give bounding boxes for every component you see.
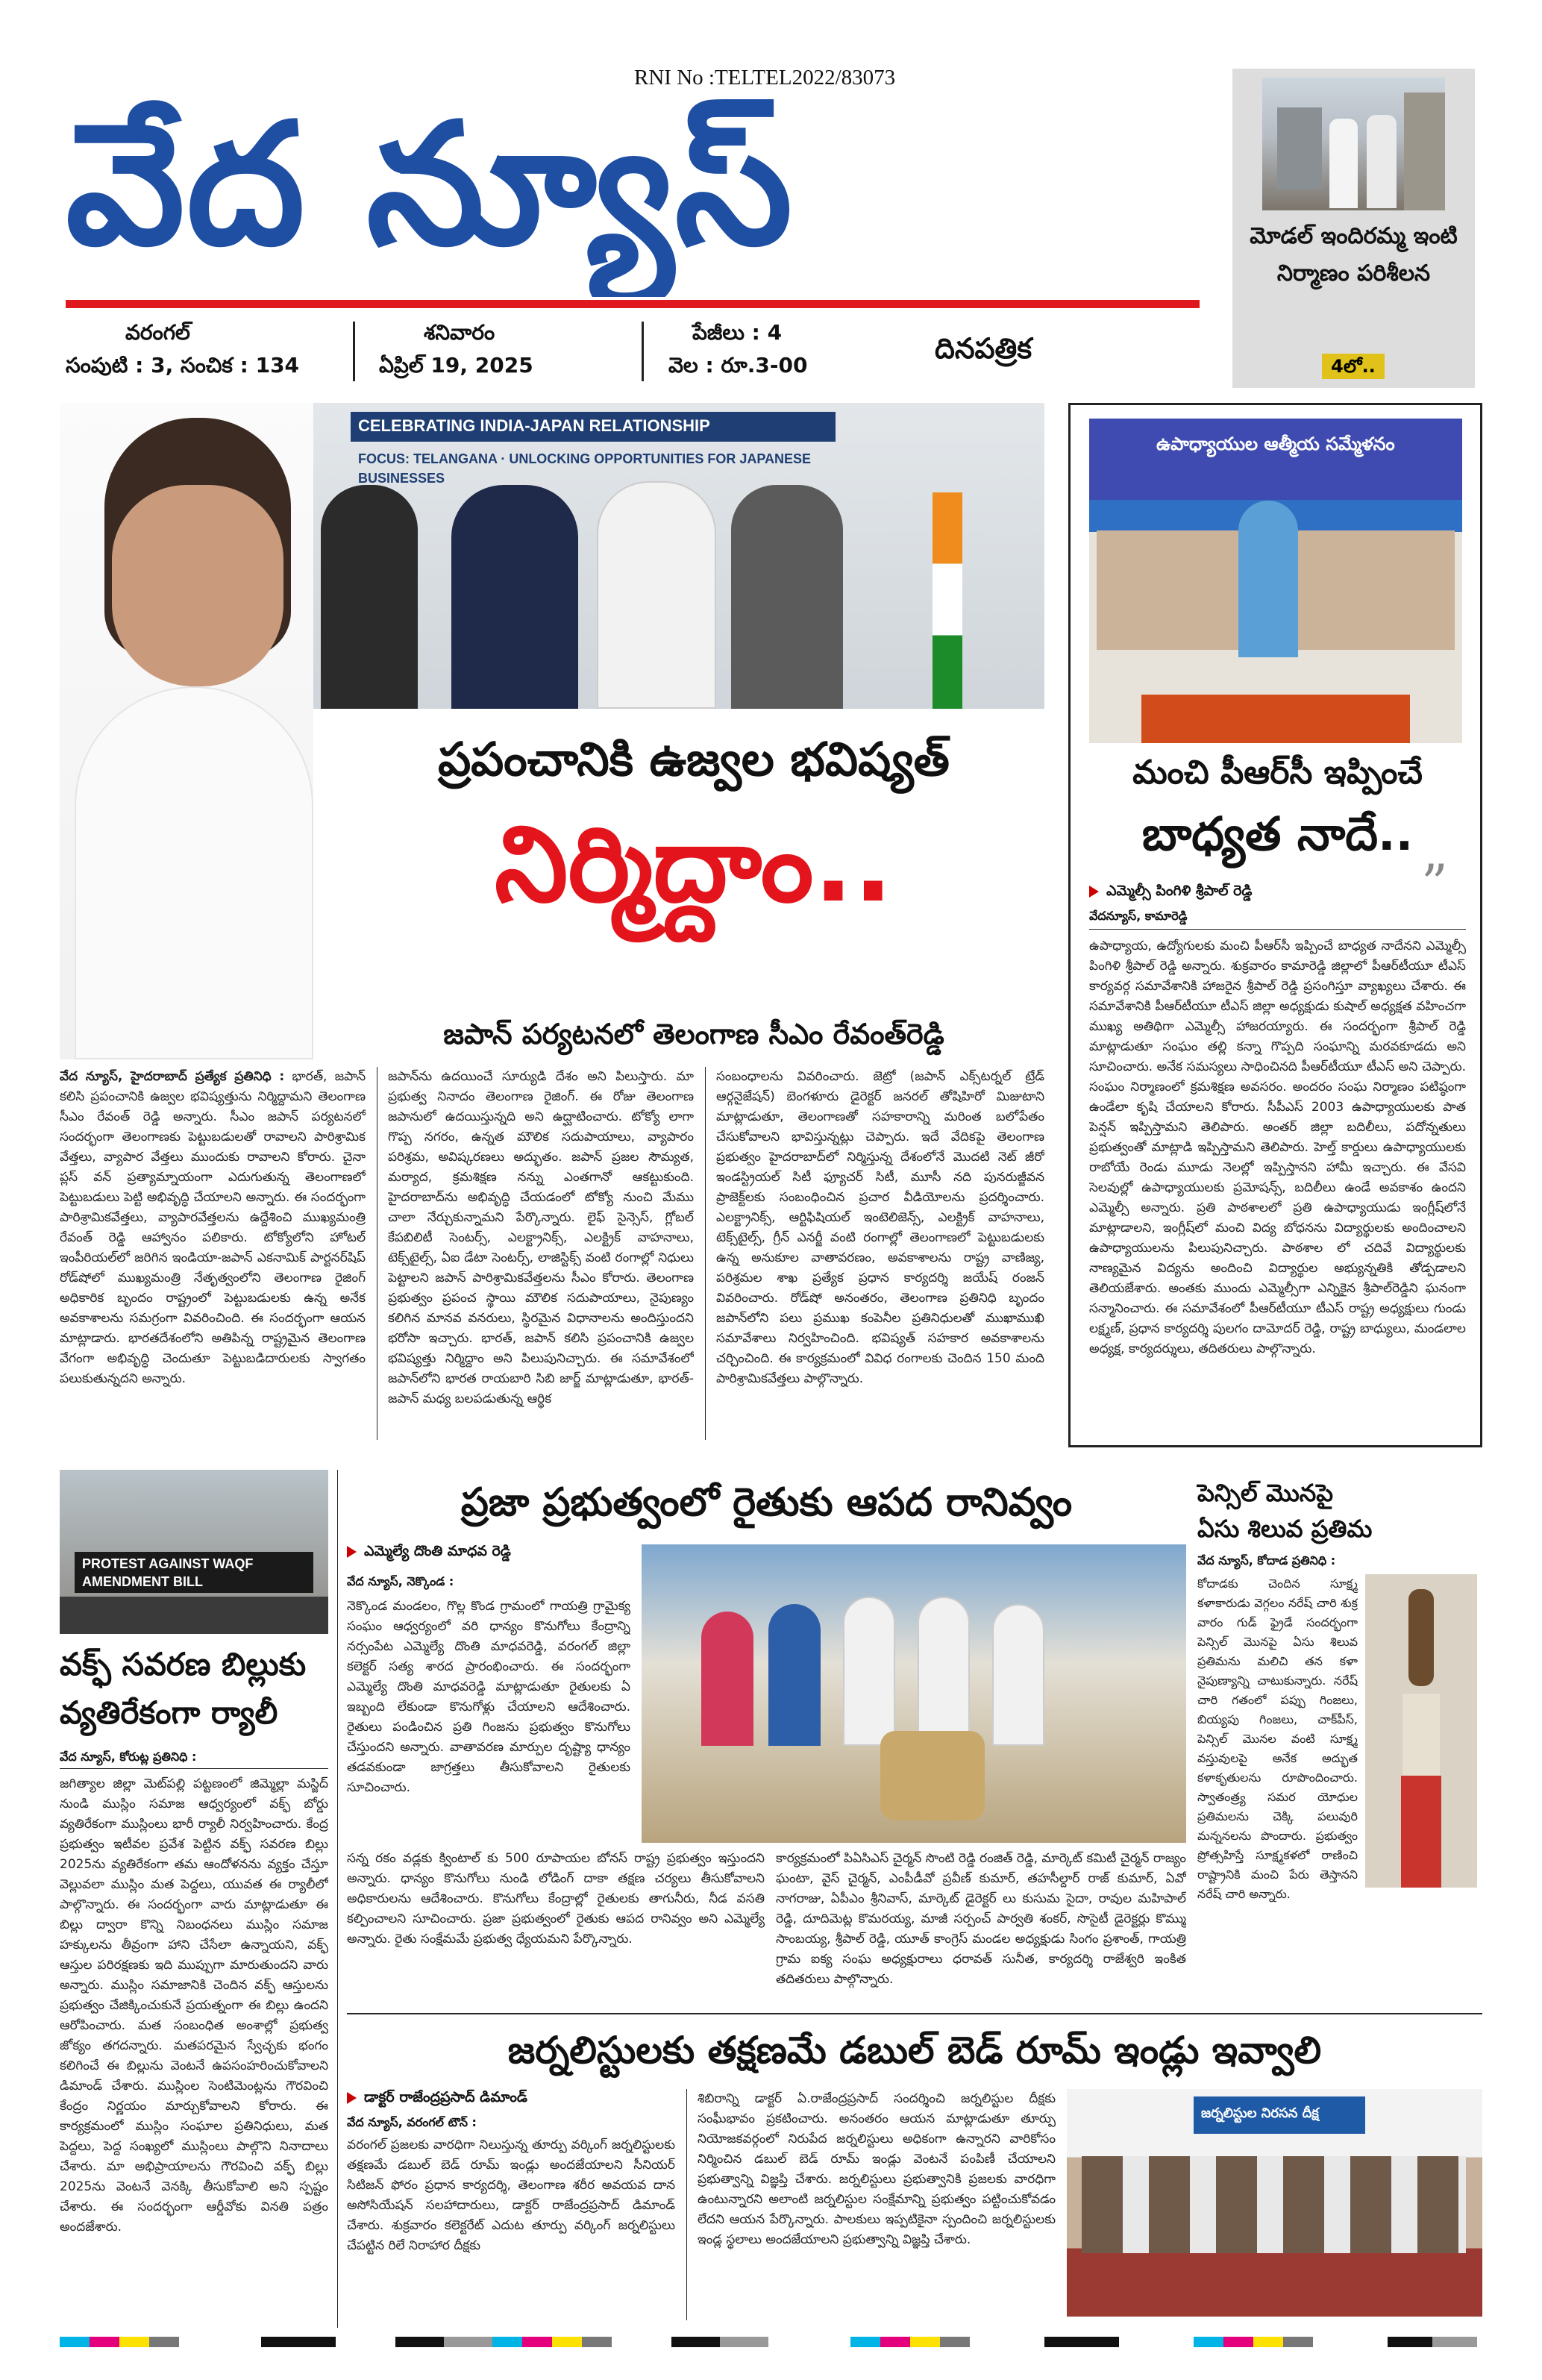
farmer-body-full: సన్న రకం వడ్లకు క్వింటాల్ కు 500 రూపాయల బోనస్ రాష్ట్ర ప్రభుత్వం ఇస్తుందని అన్నారు. ధాన్యం కొనుగోలు నుండి లోడింగ్ దాకా తక్షణ చర్యలు తీసుకోవాలని అధికారులను ఆదేశించారు. కొనుగోలు కేంద్రాల్లో రైతులకు తాగునీరు, నీడ వసతి కల్పించాలని సూచించారు. ప్రజా ప్రభుత్వంలో రైతుకు ఆపద రానివ్వం అని ఎమ్మెల్యే అన్నారు. రైతు సంక్షేమమే ప్రభుత్వ ధ్యేయమని పేర్కొన్నారు. <box>347 1851 765 1947</box>
journalist-photo <box>1067 2089 1482 2317</box>
lead-story <box>60 403 1052 1447</box>
column-rule <box>686 2089 687 2320</box>
pencil-headline-1: పెన్సిల్ మొనపై <box>1197 1479 1334 1507</box>
speaker-name: ఎమ్మెల్యే దొంతి మాధవ రెడ్డి <box>364 1543 511 1559</box>
divider <box>1089 929 1466 930</box>
waqf-headline-2: వ్యతిరేకంగా ర్యాలీ <box>60 1694 278 1731</box>
pencil-photo <box>1365 1574 1477 1888</box>
pencil-headline-2: ఏసు శిలువ ప్రతిమ <box>1197 1515 1373 1543</box>
speaker-figure <box>1238 501 1298 657</box>
event-banner: ఉపాధ్యాయుల ఆత్మీయ సమ్మేళనం <box>1156 433 1395 454</box>
masthead-title: వేద న్యూస్ <box>66 87 794 283</box>
farmer-body-right: కార్యక్రమంలో పిఏసిఎస్ చైర్మన్ సొంటి రెడ్డి రంజిత్ రెడ్డి, మార్కెట్ కమిటీ చైర్మన్ రాజ్యం ఘంటా, వైస్ చైర్మన్, ఎంపీడీవో ప్రవీణ్ కుమార్, తహసీల్దార్ రాజ్ కుమార్, ఏవో నాగరాజు, ఏపీఎం శ్రీనివాస్, మార్కెట్ డైరెక్టర్ లు కుసుమ సైదా, రావుల మహిపాల్ రెడ్డి, దూదిమెట్ల కొమరయ్య, మాజీ సర్పంచ్ పార్వతి శంకర్, సొసైటీ డైరెక్టర్లు కొమ్ము సాంబయ్య, శ్రీపాల్ రెడ్డి, యూత్ కాంగ్రెస్ మండల అధ్యక్షుడు సింగం ప్రశాంత్, గాయత్రి గ్రామ ఐక్య సంఘ అధ్యక్షురాలు ధరావత్ సునీత, కార్యదర్శి రాజేశ్వరి ఇంకిత తదితరులు పాల్గొన్నారు. <box>776 1851 1186 1987</box>
masthead-red-bar <box>66 300 1200 308</box>
section-rule <box>347 2013 1482 2014</box>
edition-place: వరంగల్ <box>125 320 190 345</box>
right-headline-1: మంచి పీఆర్‌సీ ఇప్పించే <box>1132 754 1423 792</box>
waqf-headline-1: వక్ఫ్ సవరణ బిల్లుకు <box>60 1646 307 1682</box>
right-story <box>1068 403 1482 1447</box>
journalist-dateline: వేద న్యూస్, వరంగల్ టౌన్ : <box>347 2115 477 2129</box>
waqf-body: జగిత్యాల జిల్లా మెట్‌పల్లి పట్టణంలో జిమ్మెల్లా మస్జిద్ నుండి ముస్లిం సమాజ ఆధ్వర్యంలో వక్ఫ్ బోర్డు వ్యతిరేకంగా ముస్లింలు భారీ ర్యాలీ నిర్వహించారు. కేంద్ర ప్రభుత్వం ఇటీవల ప్రవేశ పెట్టిన వక్ఫ్ సవరణ బిల్లు 2025ను వ్యతిరేకంగా తమ ఆందోళనను వ్యక్తం చేస్తూ వెల్లువలా ముస్లిం మత పెద్దలు, యువత ఈ ర్యాలీలో పాల్గొన్నారు. ఈ సందర్భంగా వారు మాట్లాడుతూ ఈ బిల్లు ద్వారా కొన్ని నిబంధనలు ముస్లిం సమాజ హక్కులను తీవ్రంగా హాని చేసేలా ఉన్నాయని, వక్ఫ్ ఆస్తుల పరిరక్షణకు ఇది ముప్పుగా మారుతుందని వారు అన్నారు. ముస్లిం సమాజానికి చెందిన వక్ఫ్ ఆస్తులను ప్రభుత్వం చేజిక్కించుకునే ప్రయత్నంగా ఈ బిల్లు ఉందని ఆరోపించారు. మత సంబంధిత అంశాల్లో ప్రభుత్వ జోక్యం తగదన్నారు. మతపరమైన స్వేచ్ఛకు భంగం కలిగించే ఈ బిల్లును వెంటనే ఉపసంహరించుకోవాలని డిమాండ్ చేశారు. ముస్లింల సెంటిమెంట్లను గౌరవించి కేంద్రం నిర్ణయం మార్చుకోవాలని కోరారు. ఈ కార్యక్రమంలో ముస్లిం సంఘాల ప్రతినిధులు, మత పెద్దలు, పెద్ద సంఖ్యలో ముస్లింలు పాల్గొని నినాదాలు చేశారు. మా అభిప్రాయాలను గౌరవించి వక్ఫ్ బిల్లు 2025ను వెంటనే వెనక్కి తీసుకోవాలి అని స్పష్టం చేశారు. ఈ సందర్భంగా ఆర్డీవోకు వినతి పత్రం అందజేశారు. <box>60 1776 328 2235</box>
event-banner-text: CELEBRATING INDIA-JAPAN RELATIONSHIP <box>358 416 710 435</box>
weekday: శనివారం <box>424 320 495 345</box>
daily-label: దినపత్రిక <box>935 332 1032 365</box>
column-rule <box>705 1067 706 1440</box>
dharna-banner: జర్నలిస్టుల నిరసన దీక్ష <box>1201 2105 1319 2121</box>
protest-banner-2: AMENDMENT BILL <box>82 1574 203 1589</box>
rni-number: RNI No :TELTEL2022/83073 <box>634 66 896 90</box>
cm-portrait <box>60 403 313 1059</box>
right-story-body: ఉపాధ్యాయ, ఉద్యోగులకు మంచి పీఆర్‌సీ ఇప్పించే బాధ్యత నాదేనని ఎమ్మెల్సీ పింగిళి శ్రీపాల్ రెడ్డి అన్నారు. శుక్రవారం కామారెడ్డి జిల్లాలో పీఆర్‌టీయూ టీఎస్ కార్యవర్గ సమావేశానికి హాజరైన శ్రీపాల్ రెడ్డి ప్రసంగిస్తూ వ్యాఖ్యలు చేశారు. ఈ సమావేశానికి పీఆర్‌టీయూ టీఎస్ జిల్లా అధ్యక్షుడు కుషాల్ అధ్యక్షత వహించగా ముఖ్య అతిథిగా ఎమ్మెల్సీ హాజరయ్యారు. ఈ సందర్భంగా శ్రీపాల్ రెడ్డి మాట్లాడుతూ సంఘం తల్లి కన్నా గొప్పది సంఘాన్ని మరవకూడదు అని సూచించారు. అనేక సమస్యలు సాధించినది పీఆర్‌టీయూ టీఎస్ అని చెప్పారు. సంఘం నిర్మాణంలో క్రమశిక్షణ అవసరం. అందరం సంఘ నిర్మాణం పటిష్ఠంగా ఉండేలా కృషి చేయాలని కోరారు. సీపీఎస్ 2003 ఉపాధ్యాయులకు పాత పెన్షన్ ఇప్పిస్తామని తెలిపారు. అంతర్ జిల్లా బదిలీలు, పదోన్నతులు ప్రభుత్వంతో మాట్లాడి ఇప్పిస్తామని తెలిపారు. హెల్త్ కార్డులు ఉపాధ్యాయులకు రాబోయే రెండు మూడు నెలల్లో ఇప్పిస్తానని హామీ ఇచ్చారు. ఈ వేసవి సెలవుల్లో ఉపాధ్యాయులకు ప్రమోషన్స్, బదిలీలు ఉండే అవకాశం ఉందని ఎమ్మెల్సీ అన్నారు. ప్రతి పాఠశాలలో ప్రతి ఉపాధ్యాయుడు ఇంగ్లీష్‌లోనే మాట్లాడాలని, ఇంగ్లీష్‌లో మంచి విద్య బోధనను విద్యార్థులకు అందించాలని ఉపాధ్యాయులను పిలుపునిచ్చారు. పాఠశాల లో చదివే విద్యార్థులకు నాణ్యమైన విద్యను అందించి విద్యార్థుల అభ్యున్నతికి తోడ్పడాలని తెలియజేశారు. అంతకు ముందు ఎమ్మెల్సీగా ఎన్నికైన శ్రీపాల్‌రెడ్డిని ఘనంగా సన్మానించారు. ఈ సమావేశంలో పీఆర్‌టీయూ టీఎస్ రాష్ట్ర అధ్యక్షులు గుండు లక్ష్మణ్, ప్రధాన కార్యదర్శి పులగం దామోదర్ రెడ్డి, రాష్ట్ర బాధ్యులు, మండలాల అధ్యక్ష, కార్యదర్శులు, తదితరులు పాల్గొన్నారు. <box>1089 939 1466 1356</box>
farmer-dateline: వేద న్యూస్, నెక్కొండ : <box>347 1574 454 1588</box>
person <box>451 485 578 709</box>
lead-subheadline: జపాన్ పర్యటనలో తెలంగాణ సీఎం రేవంత్‌రెడ్డి <box>443 1018 944 1050</box>
column-rule <box>337 1470 338 2328</box>
person <box>597 481 716 709</box>
waqf-story <box>60 1470 328 2328</box>
person <box>321 485 418 709</box>
speaker-name: ఎమ్మెల్సీ పింగిళి శ్రీపాల్ రెడ్డి <box>1106 883 1253 899</box>
bullet-icon <box>347 1546 357 1558</box>
price: వెల : రూ.3-00 <box>668 353 808 378</box>
protest-banner-1: PROTEST AGAINST WAQF <box>82 1556 254 1571</box>
teaser-page-ref[interactable]: 4లో.. <box>1322 354 1385 379</box>
waqf-dateline: వేద న్యూస్, కోరుట్ల ప్రతినిధి : <box>60 1750 197 1764</box>
speaker-name: డాక్టర్ రాజేంద్రప్రసాద్ డిమాండ్ <box>364 2089 527 2105</box>
person <box>731 485 843 709</box>
farmer-body-left: నెక్కొండ మండలం, గొల్ల కొండ గ్రామంలో గాయత్రి గ్రామైక్య సంఘం ఆధ్వర్యంలో వరి ధాన్యం కొనుగోలు కేంద్రాన్ని నర్సంపేట ఎమ్మెల్యే దొంతి మాధవరెడ్డి, వరంగల్ జిల్లా కలెక్టర్ సత్య శారద ప్రారంభించారు. ఈ సందర్భంగా ఎమ్మెల్యే దొంతి మాధవరెడ్డి మాట్లాడుతూ రైతులకు ఏ ఇబ్బంది లేకుండా కొనుగోళ్లు చేయాలని ఆదేశించారు. రైతులు పండించిన ప్రతి గింజను ప్రభుత్వం కొనుగోలు చేస్తుందని అన్నారు. వాతావరణ మార్పుల దృష్ట్యా ధాన్యం తడవకుండా జాగ్రత్తలు తీసుకోవాలని రైతులకు సూచించారు. <box>347 1599 630 1795</box>
lead-photo-backdrop <box>313 403 1044 709</box>
edition-info <box>66 317 1200 384</box>
lead-headline-2: నిర్మిద్దాం.. <box>495 804 893 926</box>
event-banner-sub: FOCUS: TELANGANA · UNLOCKING OPPORTUNITIES FOR JAPANESE BUSINESSES <box>358 451 812 486</box>
teaser-headline: మోడల్ ఇందిరమ్మ ఇంటి నిర్మాణం పరిశీలన <box>1250 223 1458 286</box>
right-speaker <box>1089 883 1417 903</box>
journalist-body-right: శిబిరాన్ని డాక్టర్ ఏ.రాజేంద్రప్రసాద్ సందర్శించి జర్నలిస్టుల దీక్షకు సంఘీభావం ప్రకటించారు. అనంతరం ఆయన మాట్లాడుతూ తూర్పు నియోజకవర్గంలో నిరుపేద జర్నలిస్టులు అధికంగా ఉన్నారని వారికోసం నిర్మించిన డబుల్ బెడ్ రూమ్ ఇండ్లు వెంటనే పంపిణీ చేయాలని ప్రభుత్వాన్ని విజ్ఞప్తి చేశారు. జర్నలిస్టులు ప్రభుత్వానికి ప్రజలకు వారధిగా ఉంటున్నారని అలాంటి జర్నలిస్టుల సంక్షేమాన్ని ప్రభుత్వం పట్టించుకోవడం లేదని ఆయన పేర్కొన్నారు. పాలకులు ఇప్పటికైనా స్పందించి జర్నలిస్టులకు ఇండ్ల స్థలాలు అందజేయాలని ప్రభుత్వాన్ని విజ్ఞప్తి చేశారు. <box>698 2091 1056 2247</box>
quote-icon: ” <box>1421 854 1448 915</box>
issue-date: ఏప్రిల్ 19, 2025 <box>379 353 533 378</box>
farmer-photo <box>642 1544 1186 1843</box>
right-story-photo <box>1089 419 1462 743</box>
page-count: పేజీలు : 4 <box>692 320 783 345</box>
pencil-story <box>1197 1470 1482 2007</box>
lead-headline-1: ప్రపంచానికి ఉజ్వల భవిష్యత్ <box>438 732 950 786</box>
lead-body-col3: సంబంధాలను వివరించారు. జెట్రో (జపాన్ ఎక్స్‌టర్నల్ ట్రేడ్ ఆర్గనైజేషన్) బెంగళూరు డైరెక్టర్ జనరల్ తోషిహిరో మిజుటాని మాట్లాడుతూ, తెలంగాణతో సహకారాన్ని మరింత బలోపేతం చేసుకోవాలని భావిస్తున్నట్లు చెప్పారు. ఇదే వేదికపై తెలంగాణ ప్రభుత్వం హైదరాబాద్‌లో నిర్మిస్తున్న దేశంలోనే మొదటి నెట్ జీరో ఇండస్ట్రియల్ సిటీ ఫ్యూచర్ సిటీ, మూసీ నది పునరుజ్జీవన ప్రాజెక్ట్‌లకు సంబంధించిన ప్రచార వీడియోలను ప్రదర్శించారు. ఎలక్ట్రానిక్స్, ఆర్టిఫిషియల్ ఇంటెలిజెన్స్, ఎలక్ట్రిక్ వాహనాలు, టెక్స్‌టైల్స్, గ్రీన్ ఎనర్జీ వంటి రంగాల్లో తెలంగాణలో పెట్టుబడులకు ఉన్న అనుకూల వాతావరణం, అవకాశాలను రాష్ట్ర వాణిజ్య, పరిశ్రమల శాఖ ప్రత్యేక ప్రధాన కార్యదర్శి జయేష్ రంజన్ వివరించారు. రోడ్‌షో అనంతరం, తెలంగాణ ప్రతినిధి బృందం జపాన్‌లోని పలు ప్రముఖ కంపెనీల ప్రతినిధులతో ముఖాముఖి సమావేశాలు నిర్వహించింది. భవిష్యత్ సహకార అవకాశాలను చర్చించింది. ఈ కార్యక్రమంలో వివిధ రంగాలకు చెందిన 150 మంది పారిశ్రామికవేత్తలు పాల్గొన్నారు. <box>716 1069 1044 1386</box>
divider <box>642 322 644 381</box>
lead-dateline: వేద న్యూస్, హైదరాబాద్ ప్రత్యేక ప్రతినిధి : <box>60 1069 285 1084</box>
bullet-icon <box>1089 886 1099 898</box>
pencil-dateline: వేద న్యూస్, కోదాడ ప్రతినిధి : <box>1197 1553 1336 1568</box>
lead-body-col1 <box>60 1067 366 1440</box>
teaser-photo <box>1262 78 1445 210</box>
divider <box>60 1768 328 1769</box>
divider <box>353 322 355 381</box>
farmer-story <box>347 1470 1186 2007</box>
right-dateline: వేదన్యూస్, కామారెడ్డి <box>1089 909 1188 923</box>
journalist-headline: జర్నలిస్టులకు తక్షణమే డబుల్ బెడ్ రూమ్ ఇండ్లు ఇవ్వాలి <box>507 2029 1322 2072</box>
farmer-speaker <box>347 1543 630 1563</box>
teaser-box[interactable] <box>1232 69 1475 388</box>
journalist-story <box>347 2022 1482 2328</box>
pencil-body: కోదాడకు చెందిన సూక్ష్మ కళాకారుడు వెగ్గలం నరేష్ చారి శుక్ర వారం గుడ్ ఫ్రైడే సందర్భంగా పెన్సిల్ మొనపై ఏసు శిలువ ప్రతిమను మలిచి తన కళా నైపుణ్యాన్ని చాటుకున్నారు. నరేష్ చారి గతంలో పప్పు గింజలు, బియ్యపు గింజలు, చాక్‌పీస్, పెన్సిల్ మొనల వంటి సూక్ష్మ వస్తువులపై అనేక అద్భుత కళాకృతులను రూపొందించారు. స్వాతంత్ర్య సమర యోధుల ప్రతిమలను చెక్కి పలువురి మన్ననలను పొందారు. ప్రభుత్వం ప్రోత్సహిస్తే సూక్ష్మకళలో రాణించి రాష్ట్రానికి మంచి పేరు తెస్తానని నరేష్ చారి అన్నారు. <box>1197 1576 1358 1901</box>
farmer-headline: ప్రజా ప్రభుత్వంలో రైతుకు ఆపద రానివ్వం <box>460 1480 1073 1525</box>
lead-body-col2: జపాన్‌ను ఉదయించే సూర్యుడి దేశం అని పిలుస్తారు. మా ప్రభుత్వ నినాదం తెలంగాణ రైజింగ్. ఈ రోజు తెలంగాణ జపానులో ఉదయిస్తున్నది అని ఉద్ఘాటించారు. టోక్యో లాగా గొప్ప నగరం, ఉన్నత మౌలిక సదుపాయాలు, వ్యాపారం పరిశ్రమ, అవిష్కరణలు అద్భుతం. జపాన్ ప్రజల సౌమ్యత, మర్యాద, క్రమశిక్షణ నన్ను ఎంతగానో ఆకట్టుకుంది. హైదరాబాద్‌ను అభివృద్ధి చేయడంలో టోక్యో నుంచి మేము చాలా నేర్చుకున్నామని పేర్కొన్నారు. లైఫ్ సైన్సెస్, గ్లోబల్ కేపబిలిటీ సెంటర్స్, ఎలక్ట్రానిక్స్, ఎలక్ట్రిక్ వాహనాలు, టెక్స్‌టైల్స్, ఏఐ డేటా సెంటర్స్, లాజిస్టిక్స్ వంటి రంగాల్లో నిధులు పెట్టాలని జపాన్ పారిశ్రామికవేత్తలను సీఎం కోరారు. తెలంగాణ ప్రభుత్వం ప్రపంచ స్థాయి మౌలిక సదుపాయాలు, నైపుణ్యం కలిగిన మానవ వనరులు, స్థిరమైన విధానాలను అందిస్తుందని భరోసా ఇచ్చారు. భారత్, జపాన్ కలిసి ప్రపంచానికి ఉజ్వల భవిష్యత్తు నిర్మిద్దాం అని పిలుపునిచ్చారు. ఈ సమావేశంలో జపాన్‌లోని భారత రాయబారి సిబి జార్జ్ మాట్లాడుతూ, భారత్-జపాన్ మధ్య బలపడుతున్న ఆర్థిక <box>388 1069 694 1406</box>
journalist-body-left: వరంగల్ ప్రజలకు వారధిగా నిలుస్తున్న తూర్పు వర్కింగ్ జర్నలిస్టులకు తక్షణమే డబుల్ బెడ్ రూమ్ ఇండ్లు అందజేయాలని సీనియర్ సిటిజన్ ఫోరం ప్రధాన కార్యదర్శి, తెలంగాణ శరీర అవయవ దాన అసోసియేషన్ సలహాదారులు, డాక్టర్ రాజేంద్రప్రసాద్ డిమాండ్ చేశారు. శుక్రవారం కలెక్టరేట్ ఎదుట తూర్పు వర్కింగ్ జర్నలిస్టులు చేపట్టిన రిలే నిరాహార దీక్షకు <box>347 2138 675 2253</box>
waqf-photo <box>60 1470 328 1634</box>
bullet-icon <box>347 2092 357 2104</box>
right-headline-2: బాధ్యత నాదే.. <box>1141 807 1414 861</box>
lead-col1-text: భారత్, జపాన్ కలిసి ప్రపంచానికి ఉజ్వల భవిష్యత్తును నిర్మిద్దామని తెలంగాణ సీఎం రేవంత్ రెడ్డి అన్నారు. సీఎం జపాన్ పర్యటనలో సందర్భంగా తెలంగాణకు పెట్టుబడులతో రావాలని పారిశ్రామిక వేత్తలు, వ్యాపార వేత్తలు ముందుకు రావాలని కోరారు. చైనా ప్లస్ వన్ ప్రత్యామ్నాయంగా ఎదుగుతున్న తెలంగాణలో పెట్టుబడులు పెట్టి అభివృద్ధి చేయాలని అన్నారు. ఈ సందర్భంగా పారిశ్రామికవేత్తలు, వ్యాపారవేత్తలను ఉద్దేశించి ముఖ్యమంత్రి రేవంత్ రెడ్డి ఆహ్వానం పలికారు. టోక్యోలోని హోటల్ ఇంపీరియల్‌లో జరిగిన ఇండియా-జపాన్ ఎకనామిక్ పార్టనర్‌షిప్ రోడ్‌షోలో ముఖ్యమంత్రి నేతృత్వంలోని తెలంగాణ రైజింగ్ అధికారిక బృందం రాష్ట్రంలో పెట్టుబడులకు ఉన్న అనేక అవకాశాలను సమగ్రంగా వివరించింది. ఈ సందర్భంగా ఆయన మాట్లాడారు. భారతదేశంలోని అతిపిన్న రాష్ట్రమైన తెలంగాణ వేగంగా అభివృద్ధి చెందుతూ పెట్టుబడిదారులకు స్వాగతం పలుకుతున్నదని అన్నారు. <box>60 1069 366 1386</box>
journalist-speaker <box>347 2089 675 2109</box>
volume-issue: సంపుటి : 3, సంచిక : 134 <box>66 353 300 378</box>
